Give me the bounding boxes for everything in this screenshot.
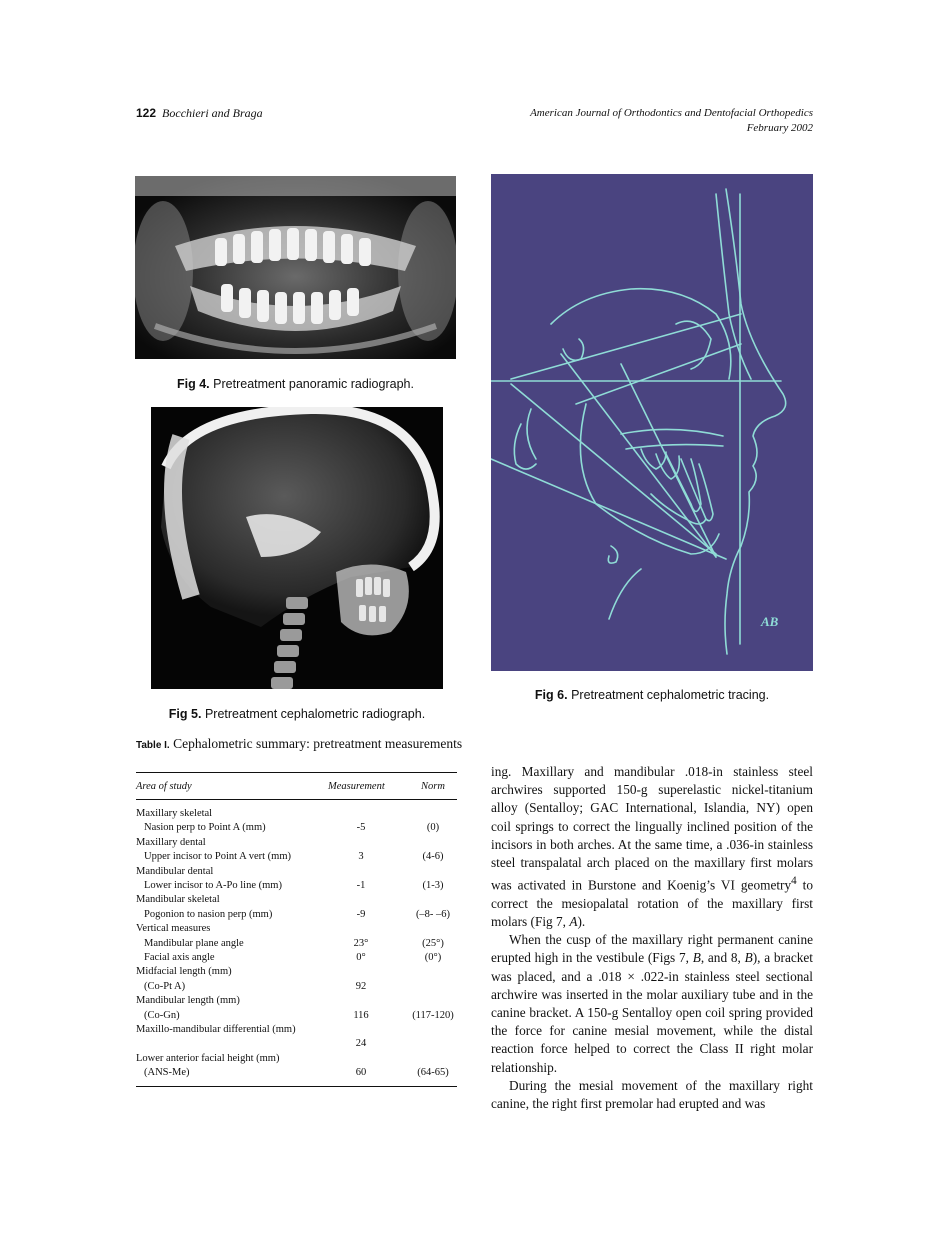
page-number: 122 bbox=[136, 106, 157, 120]
row-area: Maxillary skeletal bbox=[136, 808, 213, 819]
journal-title: American Journal of Orthodontics and Dentofacial Orthopedics bbox=[530, 107, 813, 119]
table-top-rule bbox=[136, 772, 457, 773]
row-norm: (25°) bbox=[422, 937, 444, 949]
fig6-label: Fig 6. bbox=[534, 688, 568, 702]
row-measurement: -1 bbox=[356, 880, 366, 891]
row-measurement: 24 bbox=[355, 1038, 367, 1050]
row-area: Nasion perp to Point A (mm) bbox=[144, 822, 266, 834]
col-header-area: Area of study bbox=[136, 781, 192, 792]
table-row bbox=[136, 836, 457, 850]
fig6-caption-text: Pretreatment cephalometric tracing. bbox=[571, 688, 770, 702]
fig6-caption bbox=[491, 688, 813, 702]
row-area: Upper incisor to Point A vert (mm) bbox=[144, 851, 291, 863]
row-area: Facial axis angle bbox=[144, 952, 215, 963]
row-area: Lower anterior facial height (mm) bbox=[136, 1052, 280, 1064]
row-measurement: 3 bbox=[358, 851, 364, 863]
table-header-rule bbox=[136, 799, 457, 800]
row-area: Mandibular plane angle bbox=[144, 937, 244, 949]
table-row bbox=[136, 865, 457, 879]
table-row bbox=[136, 937, 457, 951]
paragraph-3: During the mesial movement of the maxillary right canine, the right first premolar had erupted and was bbox=[491, 1077, 813, 1112]
row-measurement: -9 bbox=[356, 908, 366, 920]
row-measurement: -5 bbox=[356, 822, 366, 834]
fig5-caption-text: Pretreatment cephalometric radiograph. bbox=[204, 707, 426, 721]
issue-date: February 2002 bbox=[746, 122, 813, 134]
row-area: (Co-Pt A) bbox=[144, 980, 186, 992]
row-measurement: 60 bbox=[355, 1067, 367, 1079]
table-row bbox=[136, 994, 457, 1008]
row-norm: (0) bbox=[426, 822, 440, 834]
cephalometric-radiograph-figure bbox=[151, 407, 443, 689]
table-row bbox=[136, 1052, 457, 1066]
row-area: Pogonion to nasion perp (mm) bbox=[144, 908, 273, 920]
row-norm: (0°) bbox=[424, 952, 442, 963]
reference-4: 4 bbox=[791, 875, 797, 888]
row-area: (Co-Gn) bbox=[144, 1009, 180, 1021]
row-area: Maxillary dental bbox=[136, 836, 206, 848]
fig4-label: Fig 4. bbox=[177, 377, 210, 391]
table-row bbox=[136, 908, 457, 922]
cephalometric-tracing-figure bbox=[491, 174, 813, 671]
col-header-measurement: Measurement bbox=[328, 781, 385, 792]
row-area: Mandibular length (mm) bbox=[136, 995, 240, 1007]
table-row bbox=[136, 821, 457, 835]
running-header-left bbox=[136, 106, 263, 121]
fig4-caption bbox=[135, 377, 456, 391]
running-authors: Bocchieri and Braga bbox=[162, 106, 263, 120]
row-norm: (4-6) bbox=[422, 851, 444, 863]
table-title-text: Cephalometric summary: pretreatment measurements bbox=[173, 736, 463, 751]
row-measurement: 23° bbox=[353, 937, 369, 949]
table-row bbox=[136, 951, 457, 965]
panoramic-radiograph-image bbox=[135, 176, 456, 359]
table-row bbox=[136, 850, 457, 864]
row-norm: (1-3) bbox=[422, 880, 444, 891]
tracing-mark: AB bbox=[761, 614, 779, 629]
row-area: Mandibular dental bbox=[136, 865, 214, 877]
fig4-caption-text: Pretreatment panoramic radiograph. bbox=[213, 377, 414, 391]
cephalometric-radiograph-image bbox=[151, 407, 443, 689]
row-measurement: 92 bbox=[355, 980, 367, 992]
table-row bbox=[136, 807, 457, 821]
table-row bbox=[136, 893, 457, 907]
row-norm: (64-65) bbox=[417, 1067, 449, 1079]
body-text bbox=[491, 763, 813, 1113]
table-row bbox=[136, 1023, 457, 1037]
row-area: Lower incisor to A-Po line (mm) bbox=[144, 880, 282, 891]
running-header-right bbox=[530, 106, 813, 136]
row-norm: (117-120) bbox=[412, 1009, 454, 1021]
cephalometric-tracing-image bbox=[491, 174, 813, 671]
row-area: Mandibular skeletal bbox=[136, 894, 220, 906]
fig5-caption bbox=[136, 707, 458, 721]
table-row bbox=[136, 1037, 457, 1051]
table-row bbox=[136, 1009, 457, 1023]
table-row bbox=[136, 980, 457, 994]
row-area: Midfacial length (mm) bbox=[136, 966, 232, 978]
table-row bbox=[136, 922, 457, 936]
row-area: (ANS-Me) bbox=[144, 1067, 190, 1079]
table-title bbox=[136, 735, 466, 754]
row-norm: (–8- –6) bbox=[415, 908, 451, 920]
row-measurement: 0° bbox=[356, 952, 366, 963]
fig5-label: Fig 5. bbox=[168, 707, 202, 721]
panoramic-radiograph-figure bbox=[135, 176, 456, 359]
paragraph-1: ing. Maxillary and mandibular .018-in stainless steel archwires supported 150-g superelastic nickel-titanium alloy (Sentalloy; GAC International, Islandia, NY) open coil springs to correct the lingually inclined position of the incisors in both arches. At the same time, a .036-in stainless steel transpalatal arch placed on the maxillary first molars was activated in Burstone and Koenig’s VI geometry$^4$ to correct the mesiopalatal rotation of the maxillary first molars (Fig 7, A). bbox=[491, 764, 813, 930]
table-row bbox=[136, 1066, 457, 1080]
row-area: Vertical measures bbox=[136, 923, 211, 935]
table-row bbox=[136, 965, 457, 979]
table-row bbox=[136, 879, 457, 893]
table-label: Table I. bbox=[136, 740, 170, 751]
row-measurement: 116 bbox=[353, 1009, 369, 1021]
paragraph-2: When the cusp of the maxillary right permanent canine erupted high in the vestibule (Figs 7, B, and 8, B), a bracket was placed, and a .018 × .022-in stainless steel sectional archwire was inserted in the molar auxiliary tube and in the canine bracket. A 150-g Sentalloy open coil spring provided the force for canine mesial movement, while the distal reaction force helped to correct the Class II right molar relationship. bbox=[491, 932, 814, 1075]
col-header-norm: Norm bbox=[421, 781, 445, 792]
table-bottom-rule bbox=[136, 1086, 457, 1087]
row-area: Maxillo-mandibular differential (mm) bbox=[136, 1024, 296, 1035]
